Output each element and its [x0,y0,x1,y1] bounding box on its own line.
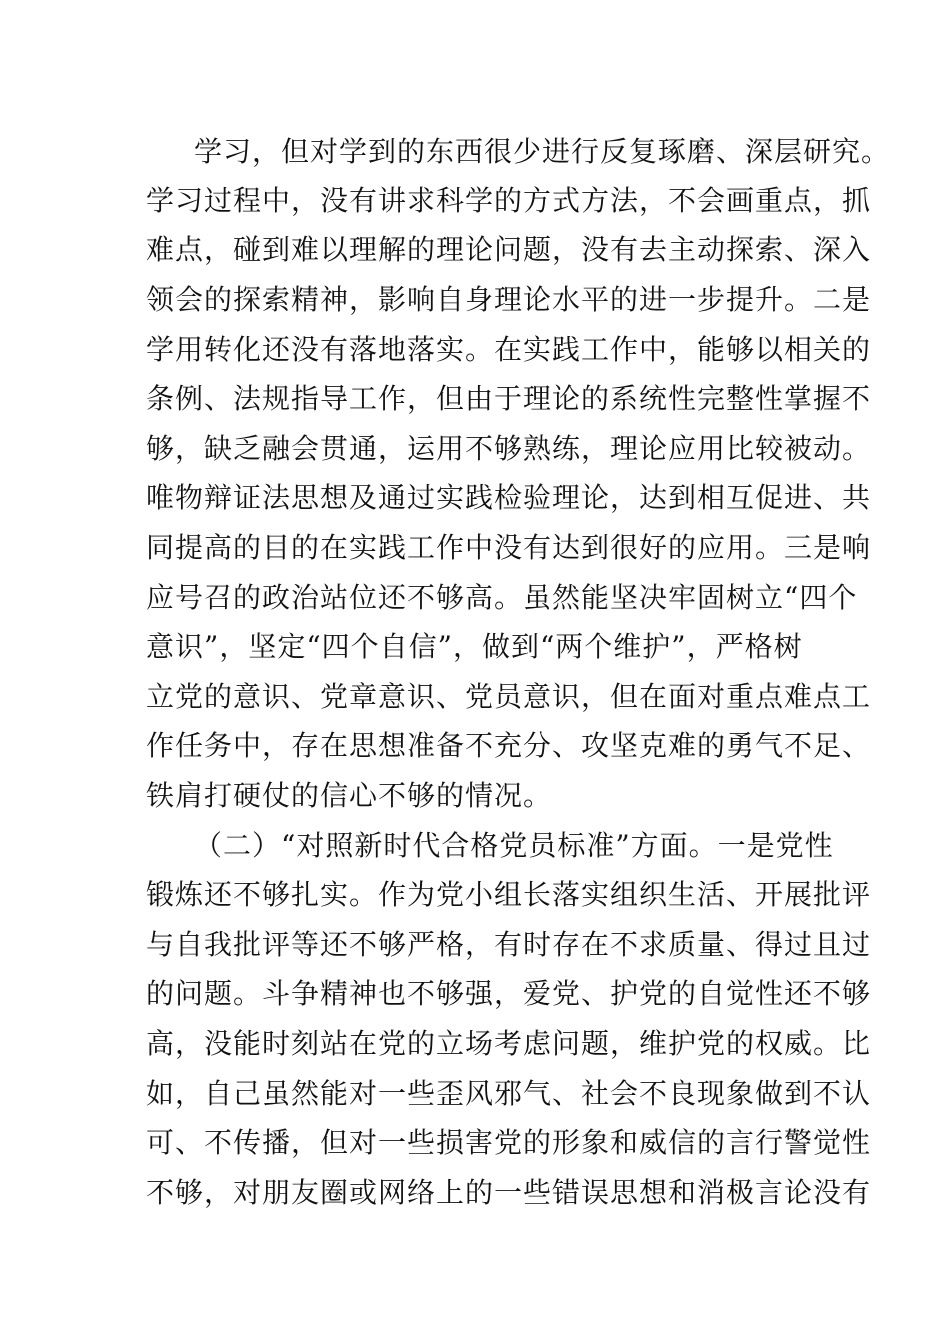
text-line: 学习，但对学到的东西很少进行反复琢磨、深层研究。 [194,135,891,168]
text-line: 够，缺乏融会贯通，运用不够熟练，理论应用比较被动。 [146,432,872,465]
text-line: 不够，对朋友圈或网络上的一些错误思想和消极言论没有 [146,1176,872,1209]
text-line: 立党的意识、党章意识、党员意识，但在面对重点难点工 [146,680,872,713]
text-line: 的问题。斗争精神也不够强，爱党、护党的自觉性还不够 [146,977,872,1010]
text-line: 学习过程中，没有讲求科学的方式方法，不会画重点，抓 [146,184,872,217]
section-heading-line: （二）“对照新时代合格党员标准”方面。一是党性 [194,829,834,862]
text-line: 同提高的目的在实践工作中没有达到很好的应用。三是响 [146,531,872,564]
text-line: 应号召的政治站位还不够高。虽然能坚决牢固树立“四个 [146,581,858,614]
text-line: 铁肩打硬仗的信心不够的情况。 [146,779,553,812]
text-line: 作任务中，存在思想准备不充分、攻坚克难的勇气不足、 [146,729,872,762]
text-line: 唯物辩证法思想及通过实践检验理论，达到相互促进、共 [146,481,872,514]
text-line: 锻炼还不够扎实。作为党小组长落实组织生活、开展批评 [146,878,872,911]
text-line: 如，自己虽然能对一些歪风邪气、社会不良现象做到不认 [146,1077,872,1110]
text-line: 高，没能时刻站在党的立场考虑问题，维护党的权威。比 [146,1027,872,1060]
text-line: 与自我批评等还不够严格，有时存在不求质量、得过且过 [146,928,872,961]
text-line: 条例、法规指导工作，但由于理论的系统性完整性掌握不 [146,382,872,415]
text-line: 学用转化还没有落地落实。在实践工作中，能够以相关的 [146,333,872,366]
text-line: 意识”，坚定“四个自信”，做到“两个维护”，严格树 [146,630,803,663]
text-line: 可、不传播，但对一些损害党的形象和威信的言行警觉性 [146,1126,872,1159]
text-line: 难点，碰到难以理解的理论问题，没有去主动探索、深入 [146,233,872,266]
text-line: 领会的探索精神，影响自身理论水平的进一步提升。二是 [146,283,872,316]
